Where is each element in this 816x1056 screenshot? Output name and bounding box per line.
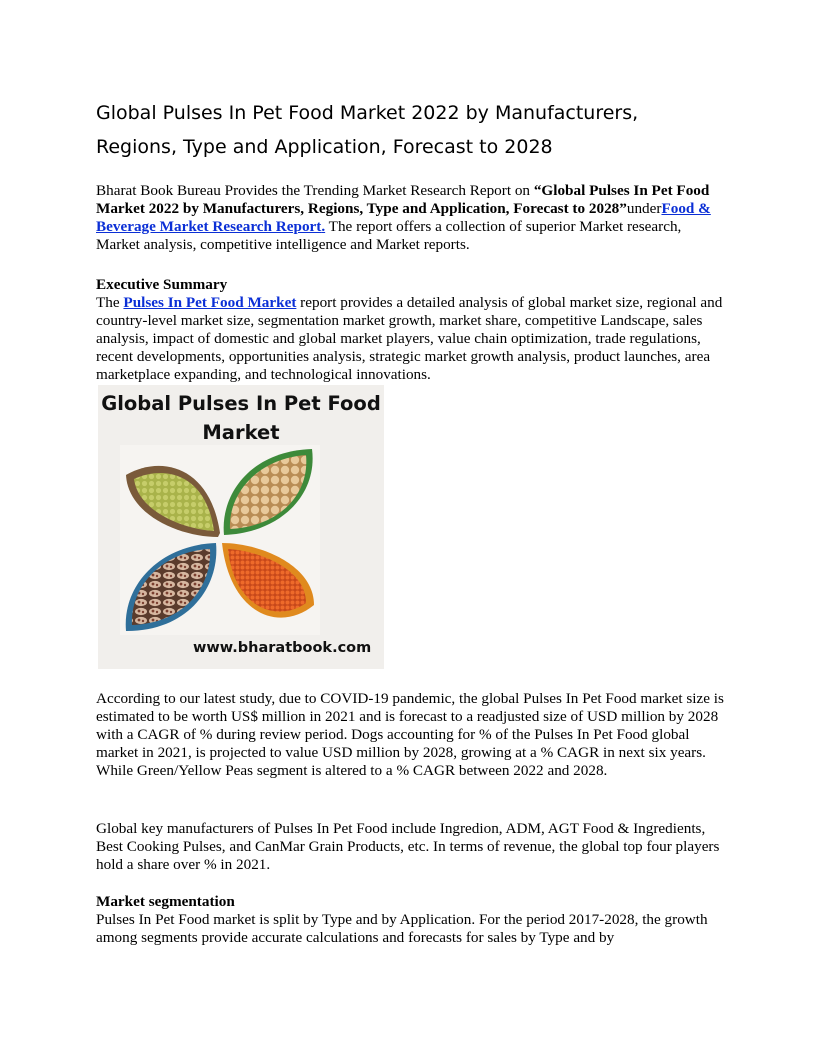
pulses-market-link[interactable]: Pulses In Pet Food Market <box>123 294 297 311</box>
executive-summary-prefix: The <box>96 294 124 311</box>
manufacturers-paragraph: Global key manufacturers of Pulses In Pet Food include Ingredion, ADM, AGT Food & Ingredients, Best Cooking Pulses, and CanMar Grain Products, etc. In terms of revenue, the global top four players hold a share over % in 2021. <box>96 820 720 873</box>
promo-image <box>98 385 384 669</box>
food-beverage-link-period[interactable]: . <box>321 218 326 235</box>
intro-closing-text: The report offers a collection of superior Market research, Market analysis, competitive intelligence and Market reports. <box>96 218 682 253</box>
promo-image-url: www.bharatbook.com <box>193 640 372 656</box>
pulses-bowls-illustration <box>120 445 320 635</box>
market-segmentation-heading: Market segmentation <box>96 893 235 910</box>
title-line-2: Regions, Type and Application, Forecast to 2028 <box>96 136 553 158</box>
title-line-1: Global Pulses In Pet Food Market 2022 by Manufacturers, <box>96 102 639 124</box>
intro-report-title: “Global Pulses In Pet Food Market 2022 by Manufacturers, Regions, Type and Application, Forecast to 2028” <box>96 182 710 217</box>
food-beverage-report-link[interactable]: Food & Beverage Market Research Report <box>96 200 711 235</box>
intro-under: under <box>626 200 662 217</box>
market-segmentation-paragraph: Pulses In Pet Food market is split by Type and by Application. For the period 2017-2028, the growth among segments provide accurate calculations and forecasts for sales by Type and by <box>96 911 708 946</box>
executive-summary-section <box>96 276 726 384</box>
executive-summary-text: report provides a detailed analysis of global market size, regional and country-level market size, segmentation market growth, market share, competitive Landscape, sales analysis, impact of domestic and global market players, value chain optimization, trade regulations, recent developments, opportunities analysis, strategic market growth analysis, product launches, area marketplace expanding, and technological innovations. <box>96 294 723 383</box>
intro-text: Bharat Book Bureau Provides the Trending Market Research Report on <box>96 182 534 199</box>
market-segmentation-section <box>96 893 726 947</box>
executive-summary-heading: Executive Summary <box>96 276 228 293</box>
page-title <box>96 96 726 164</box>
intro-paragraph <box>96 182 726 254</box>
promo-image-title: Global Pulses In Pet Food Market <box>101 392 381 444</box>
study-paragraph: According to our latest study, due to COVID-19 pandemic, the global Pulses In Pet Food market size is estimated to be worth US$ million in 2021 and is forecast to a readjusted size of USD million by 2028 with a CAGR of % during review period. Dogs accounting for % of the Pulses In Pet Food global market in 2021, is projected to value USD million by 2028, growing at a % CAGR in next six years. While Green/Yellow Peas segment is altered to a % CAGR between 2022 and 2028. <box>96 690 724 779</box>
executive-summary-paragraph <box>96 294 726 384</box>
